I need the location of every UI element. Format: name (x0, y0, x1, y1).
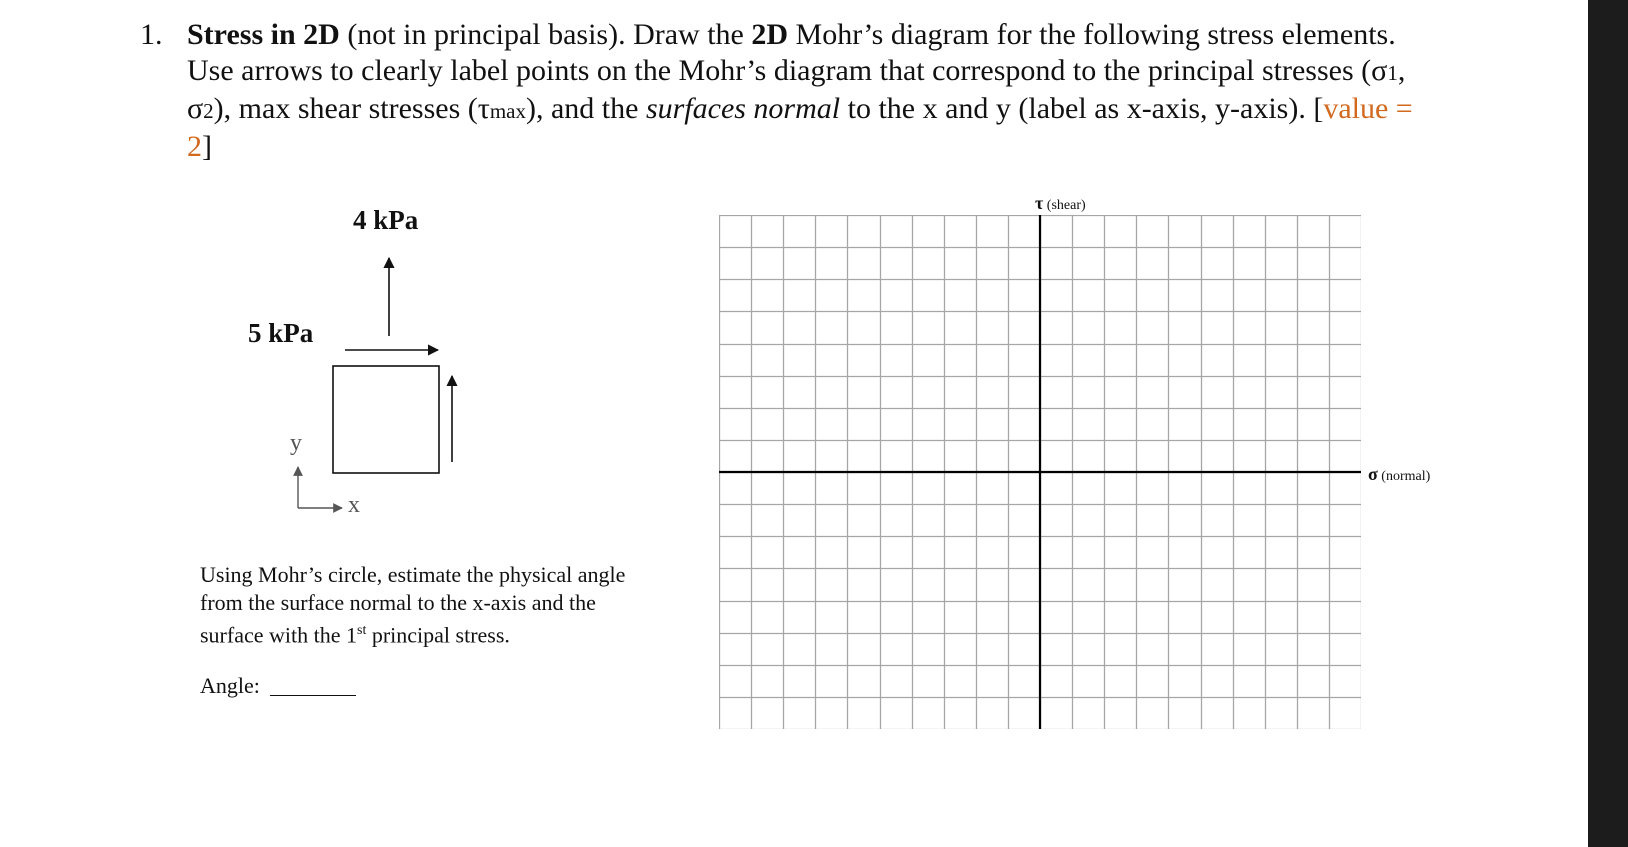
shear-stress-label: 5 kPa (248, 318, 314, 348)
tau-axis-label: τ (shear) (1035, 193, 1086, 213)
sigma-axis-label: σ (normal) (1368, 464, 1431, 484)
angle-label: Angle: (200, 673, 260, 698)
stress-element-square (333, 366, 439, 473)
x-axis-label: x (348, 492, 360, 518)
angle-answer-blank[interactable] (270, 695, 356, 696)
normal-stress-label: 4 kPa (353, 205, 419, 235)
point-value: value = 2 (187, 92, 1413, 163)
window-edge-bar (1588, 0, 1628, 847)
angle-answer (200, 673, 356, 699)
question-title: Stress in 2D (187, 18, 340, 51)
question-text: Stress in 2D (not in principal basis). Draw the 2D Mohr’s diagram for the following stress elements. Use arrows to clearly label points on the Mohr’s diagram that correspond to the principal stresses (σ1, σ2), max shear stresses (τmax), and the surfaces normal to the x and y (label as x-axis, y-axis). [value = 2] (187, 18, 1413, 163)
stress-element-drawing (0, 0, 700, 847)
y-axis-label: y (290, 430, 302, 456)
mohr-grid[interactable] (719, 215, 1361, 729)
instruction-text: Using Mohr’s circle, estimate the physical angle from the surface normal to the x-axis and the surface with the 1st principal stress. (200, 562, 626, 648)
question-number: 1. (140, 18, 163, 51)
